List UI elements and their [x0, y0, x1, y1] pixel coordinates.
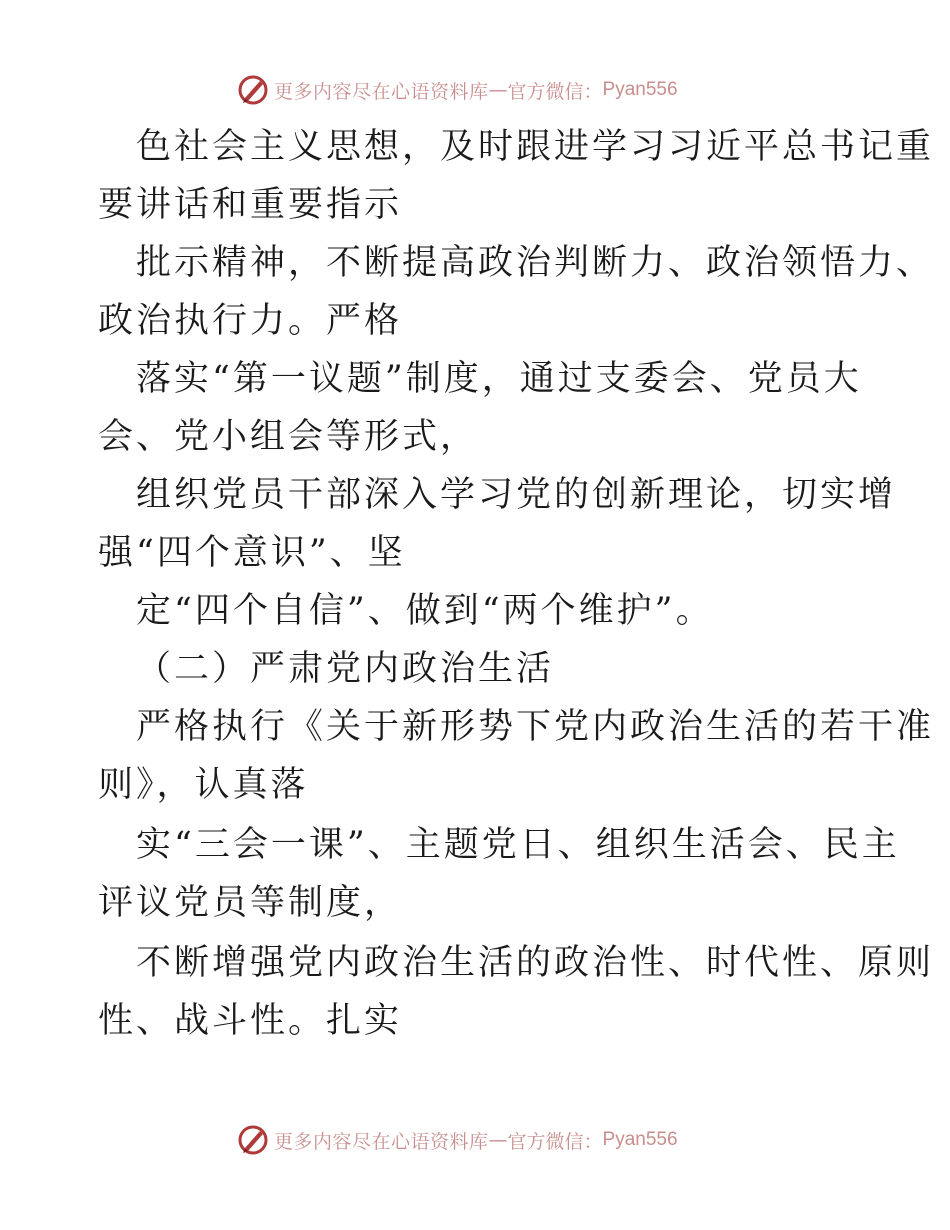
body-line: 实“三会一课”、主题党日、组织生活会、民主	[136, 825, 900, 865]
header-wechat-id: Pyan556	[602, 79, 678, 100]
footer-wechat-id: Pyan556	[602, 1129, 678, 1150]
header-wechat-label: 官方微信：	[507, 80, 603, 103]
body-line: 评议党员等制度，	[98, 883, 403, 923]
footer-wechat-label: 官方微信：	[507, 1130, 603, 1153]
section-heading: （二）严肃党内政治生活	[136, 649, 555, 689]
footer-brand-text: 更多内容尽在心语资料库	[274, 1130, 489, 1153]
body-line: 组织党员干部深入学习党的创新理论，切实增	[136, 475, 897, 515]
body-line: 性、战斗性。扎实	[98, 1001, 403, 1041]
body-line: 会、党小组会等形式，	[98, 417, 479, 457]
pen-logo-icon	[236, 1123, 270, 1157]
body-line: 要讲话和重要指示	[98, 185, 403, 225]
body-line: 政治执行力。严格	[98, 301, 403, 341]
header-brand-text: 更多内容尽在心语资料库	[274, 80, 489, 103]
body-line: 色社会主义思想，及时跟进学习习近平总书记重	[136, 127, 935, 167]
footer-separator: —	[488, 1129, 508, 1151]
body-line: 不断增强党内政治生活的政治性、时代性、原则	[136, 943, 935, 983]
body-line: 严格执行《关于新形势下党内政治生活的若干准	[136, 707, 935, 747]
header-banner	[236, 72, 678, 108]
footer-banner	[236, 1122, 678, 1158]
body-line: 批示精神，不断提高政治判断力、政治领悟力、	[136, 243, 935, 283]
body-line: 落实“第一议题”制度，通过支委会、党员大	[136, 359, 862, 399]
pen-logo-icon	[236, 73, 270, 107]
body-line: 定“四个自信”、做到“两个维护”。	[136, 591, 714, 631]
header-separator: —	[488, 79, 508, 101]
body-line: 强“四个意识”、坚	[98, 533, 406, 573]
body-line: 则》，认真落	[98, 765, 309, 805]
